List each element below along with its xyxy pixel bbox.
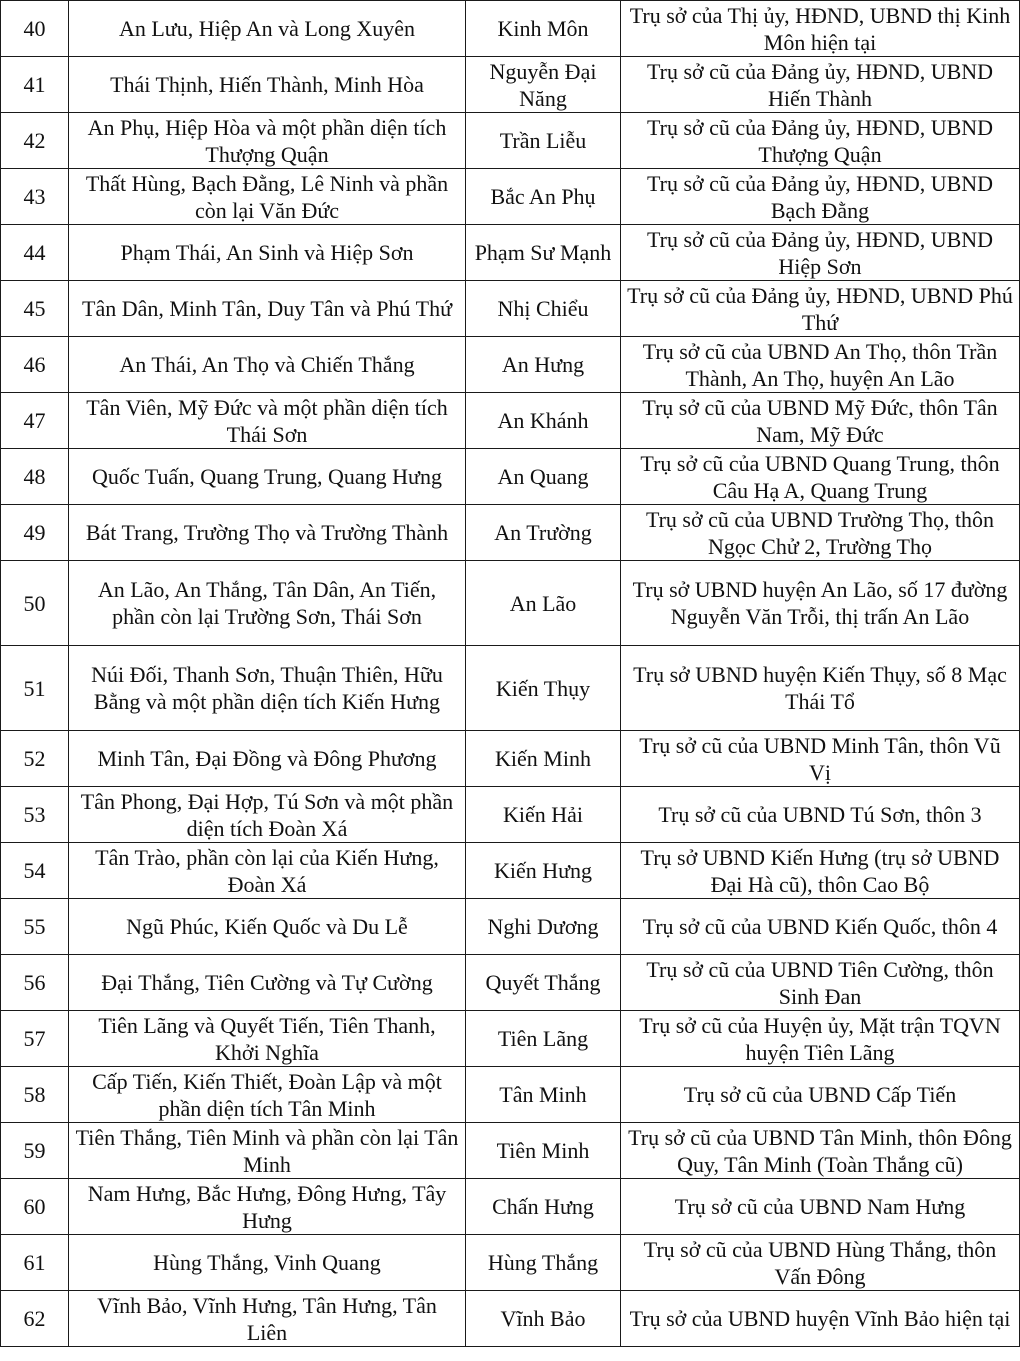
new-unit-name: Kiến Hưng: [466, 843, 621, 899]
new-unit-name: Bắc An Phụ: [466, 169, 621, 225]
merged-areas: Hùng Thắng, Vinh Quang: [69, 1235, 466, 1291]
headquarters: Trụ sở cũ của UBND Quang Trung, thôn Câu Hạ A, Quang Trung: [621, 449, 1020, 505]
headquarters: Trụ sở cũ của UBND Mỹ Đức, thôn Tân Nam, Mỹ Đức: [621, 393, 1020, 449]
headquarters: Trụ sở cũ của UBND Cấp Tiến: [621, 1067, 1020, 1123]
merged-areas: Núi Đối, Thanh Sơn, Thuận Thiên, Hữu Bằng và một phần diện tích Kiến Hưng: [69, 646, 466, 731]
row-number: 40: [1, 1, 69, 57]
merged-areas: Tân Trào, phần còn lại của Kiến Hưng, Đoàn Xá: [69, 843, 466, 899]
new-unit-name: An Quang: [466, 449, 621, 505]
new-unit-name: Tiên Minh: [466, 1123, 621, 1179]
headquarters: Trụ sở của Thị ủy, HĐND, UBND thị Kinh Môn hiện tại: [621, 1, 1020, 57]
table-row: [1, 225, 1020, 281]
table-row: [1, 899, 1020, 955]
new-unit-name: Kiến Thụy: [466, 646, 621, 731]
row-number: 45: [1, 281, 69, 337]
new-unit-name: Phạm Sư Mạnh: [466, 225, 621, 281]
new-unit-name: Kiến Hải: [466, 787, 621, 843]
new-unit-name: Quyết Thắng: [466, 955, 621, 1011]
row-number: 41: [1, 57, 69, 113]
row-number: 47: [1, 393, 69, 449]
merged-areas: Ngũ Phúc, Kiến Quốc và Du Lễ: [69, 899, 466, 955]
merged-areas: Tân Phong, Đại Hợp, Tú Sơn và một phần diện tích Đoàn Xá: [69, 787, 466, 843]
headquarters: Trụ sở cũ của Huyện ủy, Mặt trận TQVN huyện Tiên Lãng: [621, 1011, 1020, 1067]
table-body: [1, 1, 1020, 1347]
merged-areas: Tân Dân, Minh Tân, Duy Tân và Phú Thứ: [69, 281, 466, 337]
row-number: 42: [1, 113, 69, 169]
merged-areas: An Thái, An Thọ và Chiến Thắng: [69, 337, 466, 393]
row-number: 55: [1, 899, 69, 955]
new-unit-name: Hùng Thắng: [466, 1235, 621, 1291]
merged-areas: Tân Viên, Mỹ Đức và một phần diện tích Thái Sơn: [69, 393, 466, 449]
headquarters: Trụ sở UBND Kiến Hưng (trụ sở UBND Đại Hà cũ), thôn Cao Bộ: [621, 843, 1020, 899]
merged-areas: An Lão, An Thắng, Tân Dân, An Tiến, phần còn lại Trường Sơn, Thái Sơn: [69, 561, 466, 646]
table-row: [1, 731, 1020, 787]
headquarters: Trụ sở UBND huyện Kiến Thụy, số 8 Mạc Thái Tổ: [621, 646, 1020, 731]
headquarters: Trụ sở cũ của Đảng ủy, HĐND, UBND Hiệp Sơn: [621, 225, 1020, 281]
row-number: 56: [1, 955, 69, 1011]
table-row: [1, 393, 1020, 449]
new-unit-name: Chấn Hưng: [466, 1179, 621, 1235]
table-row: [1, 1123, 1020, 1179]
row-number: 58: [1, 1067, 69, 1123]
merged-areas: Thất Hùng, Bạch Đằng, Lê Ninh và phần còn lại Văn Đức: [69, 169, 466, 225]
headquarters: Trụ sở cũ của UBND Tú Sơn, thôn 3: [621, 787, 1020, 843]
headquarters: Trụ sở cũ của UBND Nam Hưng: [621, 1179, 1020, 1235]
table-row: [1, 449, 1020, 505]
headquarters: Trụ sở cũ của UBND Minh Tân, thôn Vũ Vị: [621, 731, 1020, 787]
merged-areas: Phạm Thái, An Sinh và Hiệp Sơn: [69, 225, 466, 281]
merged-areas: Vĩnh Bảo, Vĩnh Hưng, Tân Hưng, Tân Liên: [69, 1291, 466, 1347]
headquarters: Trụ sở cũ của Đảng ủy, HĐND, UBND Bạch Đằng: [621, 169, 1020, 225]
row-number: 57: [1, 1011, 69, 1067]
headquarters: Trụ sở cũ của UBND Tiên Cường, thôn Sinh Đan: [621, 955, 1020, 1011]
new-unit-name: Trần Liễu: [466, 113, 621, 169]
table-row: [1, 1179, 1020, 1235]
merged-areas: Đại Thắng, Tiên Cường và Tự Cường: [69, 955, 466, 1011]
headquarters: Trụ sở cũ của Đảng ủy, HĐND, UBND Thượng Quận: [621, 113, 1020, 169]
headquarters: Trụ sở cũ của UBND Hùng Thắng, thôn Vấn Đông: [621, 1235, 1020, 1291]
headquarters: Trụ sở cũ của UBND Tân Minh, thôn Đông Quy, Tân Minh (Toàn Thắng cũ): [621, 1123, 1020, 1179]
new-unit-name: Kinh Môn: [466, 1, 621, 57]
table-row: [1, 787, 1020, 843]
table-row: [1, 57, 1020, 113]
new-unit-name: An Trường: [466, 505, 621, 561]
table-row: [1, 843, 1020, 899]
headquarters: Trụ sở cũ của UBND An Thọ, thôn Trần Thành, An Thọ, huyện An Lão: [621, 337, 1020, 393]
headquarters: Trụ sở cũ của Đảng ủy, HĐND, UBND Hiến Thành: [621, 57, 1020, 113]
merged-areas: An Phụ, Hiệp Hòa và một phần diện tích Thượng Quận: [69, 113, 466, 169]
row-number: 53: [1, 787, 69, 843]
table-row: [1, 169, 1020, 225]
row-number: 44: [1, 225, 69, 281]
row-number: 51: [1, 646, 69, 731]
row-number: 46: [1, 337, 69, 393]
row-number: 50: [1, 561, 69, 646]
row-number: 49: [1, 505, 69, 561]
table-row: [1, 1, 1020, 57]
new-unit-name: Kiến Minh: [466, 731, 621, 787]
table-row: [1, 1011, 1020, 1067]
new-unit-name: Nghi Dương: [466, 899, 621, 955]
table-row: [1, 955, 1020, 1011]
row-number: 52: [1, 731, 69, 787]
new-unit-name: An Hưng: [466, 337, 621, 393]
table-row: [1, 113, 1020, 169]
row-number: 61: [1, 1235, 69, 1291]
headquarters: Trụ sở của UBND huyện Vĩnh Bảo hiện tại: [621, 1291, 1020, 1347]
new-unit-name: Nhị Chiểu: [466, 281, 621, 337]
table-row: [1, 505, 1020, 561]
new-unit-name: Nguyễn Đại Năng: [466, 57, 621, 113]
row-number: 54: [1, 843, 69, 899]
headquarters: Trụ sở cũ của UBND Kiến Quốc, thôn 4: [621, 899, 1020, 955]
table-row: [1, 1291, 1020, 1347]
table-row: [1, 1067, 1020, 1123]
row-number: 48: [1, 449, 69, 505]
row-number: 59: [1, 1123, 69, 1179]
row-number: 60: [1, 1179, 69, 1235]
new-unit-name: Tân Minh: [466, 1067, 621, 1123]
merged-areas: An Lưu, Hiệp An và Long Xuyên: [69, 1, 466, 57]
merged-areas: Cấp Tiến, Kiến Thiết, Đoàn Lập và một phần diện tích Tân Minh: [69, 1067, 466, 1123]
new-unit-name: Vĩnh Bảo: [466, 1291, 621, 1347]
table-row: [1, 646, 1020, 731]
merged-areas: Tiên Thắng, Tiên Minh và phần còn lại Tân Minh: [69, 1123, 466, 1179]
row-number: 43: [1, 169, 69, 225]
merged-areas: Tiên Lãng và Quyết Tiến, Tiên Thanh, Khởi Nghĩa: [69, 1011, 466, 1067]
merged-areas: Nam Hưng, Bắc Hưng, Đông Hưng, Tây Hưng: [69, 1179, 466, 1235]
table-row: [1, 1235, 1020, 1291]
headquarters: Trụ sở cũ của UBND Trường Thọ, thôn Ngọc Chử 2, Trường Thọ: [621, 505, 1020, 561]
merged-areas: Bát Trang, Trường Thọ và Trường Thành: [69, 505, 466, 561]
new-unit-name: Tiên Lãng: [466, 1011, 621, 1067]
merged-areas: Minh Tân, Đại Đồng và Đông Phương: [69, 731, 466, 787]
headquarters: Trụ sở UBND huyện An Lão, số 17 đường Nguyễn Văn Trỗi, thị trấn An Lão: [621, 561, 1020, 646]
headquarters: Trụ sở cũ của Đảng ủy, HĐND, UBND Phú Thứ: [621, 281, 1020, 337]
table-row: [1, 561, 1020, 646]
table-row: [1, 337, 1020, 393]
new-unit-name: An Lão: [466, 561, 621, 646]
row-number: 62: [1, 1291, 69, 1347]
merged-areas: Thái Thịnh, Hiến Thành, Minh Hòa: [69, 57, 466, 113]
merged-areas: Quốc Tuấn, Quang Trung, Quang Hưng: [69, 449, 466, 505]
table-row: [1, 281, 1020, 337]
new-unit-name: An Khánh: [466, 393, 621, 449]
